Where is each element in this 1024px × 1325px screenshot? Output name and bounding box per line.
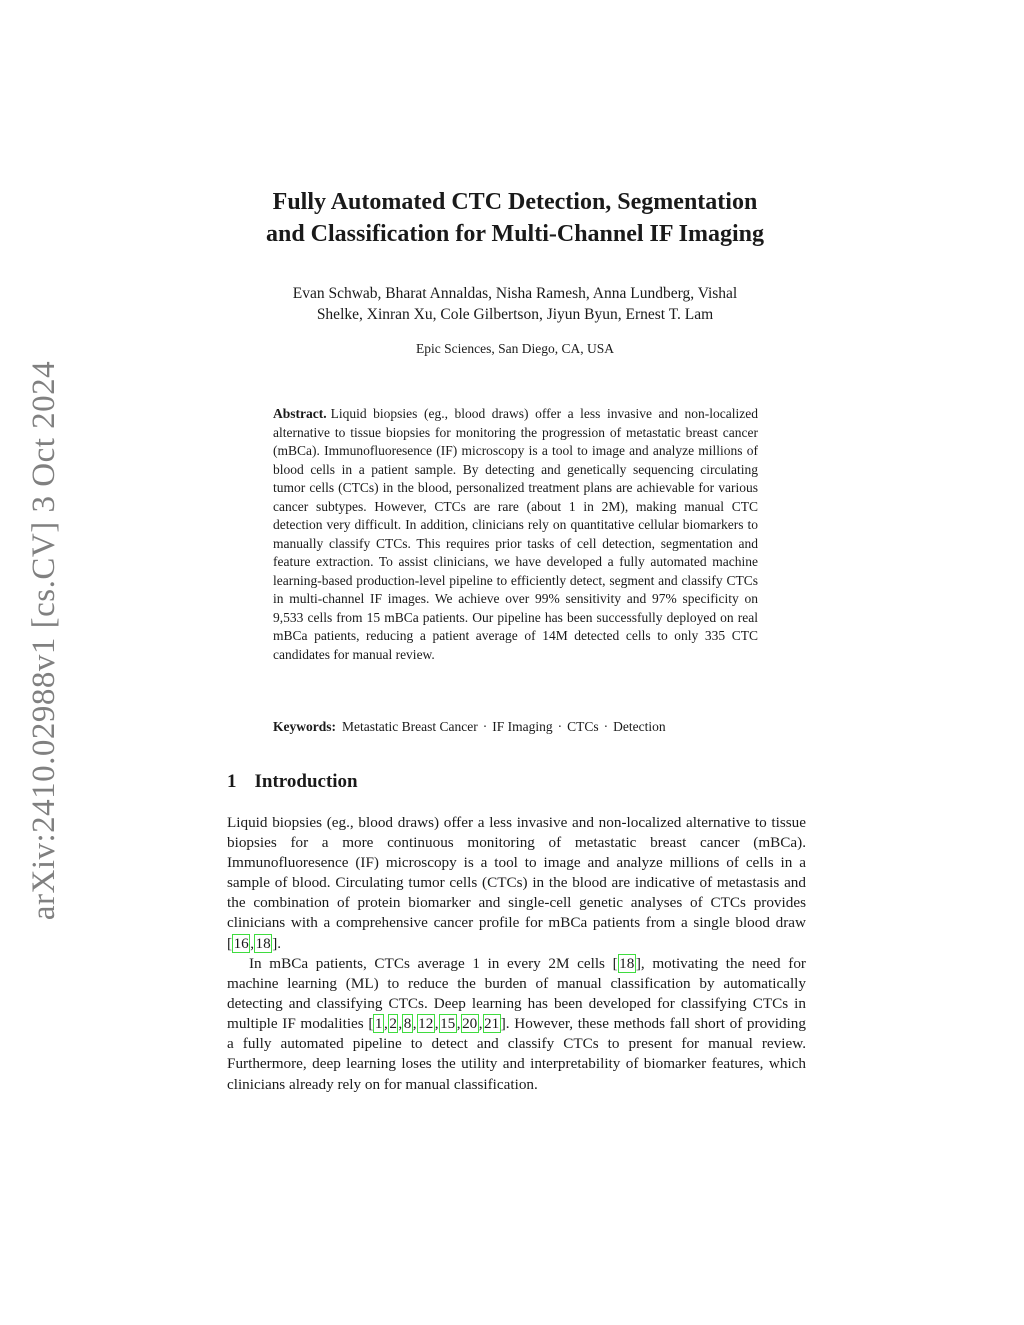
arxiv-stamp bbox=[27, 340, 63, 940]
citation-link[interactable]: 12 bbox=[418, 1015, 434, 1033]
paragraph-text: Liquid biopsies (eg., blood draws) offer a less invasive and non-localized alternative to tissue biopsies for a more continuous monitoring of metastatic breast cancer (mBCa). Immunofluoresence (IF) microscopy is a tool to image and analyze millions of cells in a sample of blood. Circulating tumor cells (CTCs) in the blood are indicative of metastasis and the combination of protein biomarker and single-cell genetic analyses of CTCs provides clinicians with a comprehensive cancer profile for mBCa patients from a single blood draw bbox=[227, 814, 806, 932]
keyword-item: Metastatic Breast Cancer bbox=[342, 719, 478, 734]
keyword-separator: · bbox=[603, 719, 609, 734]
keyword-separator: · bbox=[482, 719, 488, 734]
arxiv-identifier: arXiv:2410.02988v1 [cs.CV] 3 Oct 2024 bbox=[26, 360, 63, 920]
affiliation: Epic Sciences, San Diego, CA, USA bbox=[416, 341, 614, 356]
keyword-separator: · bbox=[557, 719, 563, 734]
authors-line-2: Shelke, Xinran Xu, Cole Gilbertson, Jiyun Byun, Ernest T. Lam bbox=[316, 306, 714, 323]
citation-link[interactable]: 1 bbox=[374, 1015, 383, 1033]
keywords-label: Keywords: bbox=[273, 719, 336, 734]
title-line-1: Fully Automated CTC Detection, Segmentation bbox=[272, 189, 758, 215]
paper-title bbox=[200, 186, 830, 250]
section-heading-introduction bbox=[227, 770, 807, 794]
keywords bbox=[273, 718, 758, 737]
paragraph-text: . However, these methods fall short of providing a fully automated pipeline to detect and classify CTCs to present for manual review. Furthermore, deep learning loses the utility and interpretability of biomarker features, which clinicians already rely on for manual classification. bbox=[227, 1015, 806, 1093]
section-number: 1 bbox=[227, 771, 237, 792]
citation[interactable]: [18] bbox=[612, 955, 641, 972]
citation[interactable]: [16,18] bbox=[227, 934, 278, 952]
intro-paragraph-1 bbox=[227, 813, 806, 954]
title-line-2: and Classification for Multi-Channel IF Imaging bbox=[265, 221, 765, 247]
citation-link[interactable]: 18 bbox=[619, 955, 635, 972]
paragraph-text: . bbox=[277, 934, 282, 952]
paragraph-text: , motivating the need for machine learning (ML) to reduce the burden of manual classification by automatically detecting and classifying CTCs. Deep learning has been developed for classifying CTCs in multiple IF modalities bbox=[227, 955, 806, 1033]
author-list bbox=[220, 283, 810, 325]
abstract bbox=[273, 405, 758, 664]
authors-line-1: Evan Schwab, Bharat Annaldas, Nisha Ramesh, Anna Lundberg, Vishal bbox=[292, 285, 738, 302]
abstract-label: Abstract. bbox=[273, 406, 327, 421]
citation-link[interactable]: 2 bbox=[389, 1015, 397, 1033]
citation-link[interactable]: 16 bbox=[233, 934, 249, 952]
section-title: Introduction bbox=[254, 771, 358, 792]
abstract-text: Liquid biopsies (eg., blood draws) offer a less invasive and non-localized alternative to tissue biopsies for monitoring the progression of metastatic breast cancer (mBCa). Immunofluoresence (IF) microscopy is a tool to image and analyze millions of blood cells in a patient sample. By detecting and genetically sequencing circulating tumor cells (CTCs) in the blood, personalized treatment plans are achievable for various cancer subtypes. However, CTCs are rare (about 1 in 2M), making manual CTC detection very difficult. In addition, clinicians rely on quantitative cellular biomarkers to manually classify CTCs. This requires prior tasks of cell detection, segmentation and feature extraction. To assist clinicians, we have developed a fully automated machine learning-based production-level pipeline to efficiently detect, segment and classify CTCs in multi-channel IF images. We achieve over 99% sensitivity and 97% specificity on 9,533 cells from 15 mBCa patients. Our pipeline has been successfully deployed on real mBCa patients, reducing a patient average of 14M detected cells to only 335 CTC candidates for manual review. bbox=[273, 406, 758, 662]
citation-link[interactable]: 21 bbox=[484, 1015, 500, 1033]
keyword-item: CTCs bbox=[567, 719, 599, 734]
citation[interactable]: [1,2,8,12,15,20,21] bbox=[368, 1015, 506, 1033]
citation-link[interactable]: 18 bbox=[255, 934, 271, 952]
citation-link[interactable]: 15 bbox=[440, 1015, 456, 1033]
keyword-item: Detection bbox=[613, 719, 666, 734]
intro-paragraph-2 bbox=[227, 954, 806, 1095]
citation-link[interactable]: 8 bbox=[403, 1015, 412, 1033]
citation-link[interactable]: 20 bbox=[462, 1015, 478, 1033]
paragraph-text: In mBCa patients, CTCs average 1 in every 2M cells bbox=[249, 955, 613, 972]
keyword-item: IF Imaging bbox=[492, 719, 553, 734]
